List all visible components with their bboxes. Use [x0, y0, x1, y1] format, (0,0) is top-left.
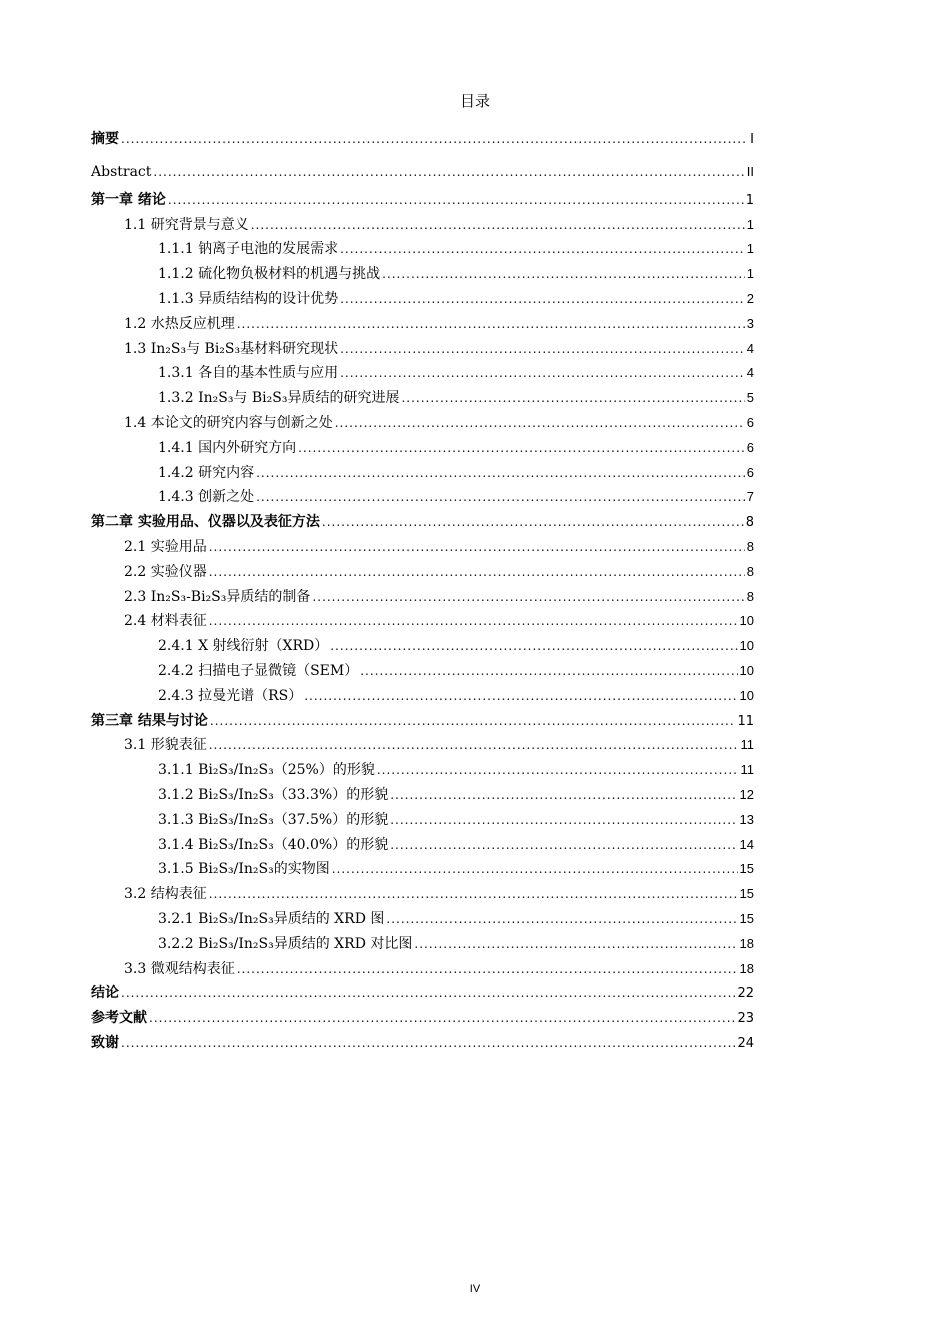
toc-entry-title: 1.1.2 硫化物负极材料的机遇与挑战: [158, 266, 381, 283]
toc-entry-title: 1.3.2 In₂S₃与 Bi₂S₃异质结的研究进展: [158, 390, 400, 407]
toc-entry[interactable]: [91, 784, 754, 809]
toc-entry-title: 1.1 研究背景与意义: [124, 216, 249, 233]
toc-entry[interactable]: [91, 511, 754, 536]
toc-leader-dots: [382, 267, 745, 281]
toc-leader-dots: [340, 292, 745, 306]
toc-leader-dots: [168, 193, 744, 207]
toc-entry-page: 15: [739, 861, 754, 877]
toc-entry-page: 14: [739, 836, 754, 852]
toc-entry[interactable]: [91, 982, 754, 1007]
toc-leader-dots: [209, 614, 738, 628]
toc-entry[interactable]: [91, 128, 754, 164]
toc-entry[interactable]: [91, 933, 754, 958]
toc-entry-title: 1.4.2 研究内容: [158, 464, 255, 481]
toc-entry-title: 第三章 结果与讨论: [91, 712, 208, 729]
toc-leader-dots: [335, 416, 745, 430]
toc-entry-page: 10: [739, 687, 754, 703]
toc-leader-dots: [209, 738, 739, 752]
toc-entry-title: 1.4.3 创新之处: [158, 489, 255, 506]
toc-entry[interactable]: [91, 710, 754, 735]
toc-entry[interactable]: [91, 338, 754, 363]
toc-entry[interactable]: [91, 387, 754, 412]
toc-entry-page: 1: [746, 241, 754, 257]
toc-entry-title: 1.1.3 异质结结构的设计优势: [158, 290, 339, 307]
toc-entry-title: 1.1.1 钠离子电池的发展需求: [158, 241, 339, 258]
toc-entry-page: 23: [737, 1011, 754, 1027]
toc-entry-page: 8: [745, 515, 754, 531]
toc-entry-page: 6: [746, 414, 754, 430]
toc-entry-page: 8: [746, 588, 754, 604]
toc-leader-dots: [153, 165, 744, 179]
toc-entry-title: 1.3 In₂S₃与 Bi₂S₃基材料研究现状: [124, 340, 339, 357]
toc-leader-dots: [210, 714, 736, 728]
toc-entry-page: 15: [739, 910, 754, 926]
toc-leader-dots: [209, 887, 738, 901]
toc-leader-dots: [237, 962, 738, 976]
toc-entry-page: 6: [746, 464, 754, 480]
toc-entry[interactable]: [91, 834, 754, 859]
toc-entry-page: 5: [746, 390, 754, 406]
toc-entry[interactable]: [91, 214, 754, 239]
toc-leader-dots: [386, 912, 737, 926]
toc-entry-title: 3.1.1 Bi₂S₃/In₂S₃（25%）的形貌: [158, 762, 375, 779]
toc-entry-title: 3.1.2 Bi₂S₃/In₂S₃（33.3%）的形貌: [158, 786, 389, 803]
toc-leader-dots: [340, 366, 745, 380]
toc-leader-dots: [121, 1036, 735, 1050]
toc-leader-dots: [256, 466, 745, 480]
toc-entry-page: 11: [740, 737, 754, 753]
toc-entry-title: 1.3.1 各自的基本性质与应用: [158, 365, 339, 382]
toc-entry-title: 3.2.2 Bi₂S₃/In₂S₃异质结的 XRD 对比图: [158, 935, 413, 952]
toc-leader-dots: [390, 788, 737, 802]
toc-entry[interactable]: [91, 189, 754, 214]
toc-entry[interactable]: [91, 586, 754, 611]
toc-entry-page: 8: [746, 538, 754, 554]
toc-entry[interactable]: [91, 412, 754, 437]
toc-leader-dots: [298, 441, 745, 455]
toc-entry-title: 第二章 实验用品、仪器以及表征方法: [91, 514, 320, 531]
toc-leader-dots: [390, 838, 737, 852]
toc-entry-page: 12: [739, 786, 754, 802]
toc-entry[interactable]: [91, 288, 754, 313]
toc-entry-page: 1: [746, 216, 754, 232]
toc-entry-title: 3.1.3 Bi₂S₃/In₂S₃（37.5%）的形貌: [158, 811, 389, 828]
toc-entry-page: 10: [739, 613, 754, 629]
toc-entry-title: 第一章 绪论: [91, 191, 166, 208]
toc-entry-page: 4: [746, 365, 754, 381]
toc-leader-dots: [330, 639, 737, 653]
toc-leader-dots: [377, 763, 739, 777]
toc-entry-title: 3.1.5 Bi₂S₃/In₂S₃的实物图: [158, 861, 330, 878]
toc-entry-page: 8: [746, 563, 754, 579]
toc-entry-page: 4: [746, 340, 754, 356]
toc-leader-dots: [360, 664, 737, 678]
toc-leader-dots: [256, 490, 745, 504]
toc-entry[interactable]: [91, 908, 754, 933]
toc-entry-page: 24: [737, 1035, 754, 1051]
toc-entry-page: 1: [745, 192, 754, 208]
toc-entry[interactable]: [91, 635, 754, 660]
toc-leader-dots: [237, 317, 745, 331]
toc-entry[interactable]: [91, 883, 754, 908]
toc-leader-dots: [340, 242, 745, 256]
toc-entry[interactable]: [91, 734, 754, 759]
toc-leader-dots: [149, 1011, 735, 1025]
toc-entry[interactable]: [91, 486, 754, 511]
toc-entry[interactable]: [91, 858, 754, 883]
toc-entry-page: 15: [739, 886, 754, 902]
toc-leader-dots: [209, 540, 745, 554]
toc-leader-dots: [121, 986, 735, 1000]
toc-entry-title: 3.1 形貌表征: [124, 737, 207, 754]
page-title: 目录: [459, 92, 490, 110]
toc-entry-title: 3.2.1 Bi₂S₃/In₂S₃异质结的 XRD 图: [158, 910, 385, 927]
toc-entry[interactable]: [91, 437, 754, 462]
toc-entry[interactable]: [91, 958, 754, 983]
toc-leader-dots: [251, 218, 745, 232]
toc-entry-title: 2.3 In₂S₃-Bi₂S₃异质结的制备: [124, 588, 311, 605]
toc-entry-page: 18: [739, 960, 754, 976]
toc-entry[interactable]: [91, 1032, 754, 1057]
toc-entry-page: 10: [739, 638, 754, 654]
toc-entry-page: 2: [746, 290, 754, 306]
toc-entry-page: 11: [737, 713, 754, 729]
toc-entry[interactable]: [91, 610, 754, 635]
toc-entry-title: 3.1.4 Bi₂S₃/In₂S₃（40.0%）的形貌: [158, 836, 389, 853]
toc-entry-page: 22: [737, 986, 754, 1002]
toc-entry-title: 摘要: [91, 131, 119, 147]
toc-entry-title: 1.4.1 国内外研究方向: [158, 439, 297, 456]
toc-entry-page: 11: [740, 762, 754, 778]
toc-entry-title: 1.4 本论文的研究内容与创新之处: [124, 414, 333, 431]
toc-entry[interactable]: [91, 536, 754, 561]
toc-entry-title: Abstract: [91, 164, 152, 180]
toc-entry-title: 1.2 水热反应机理: [124, 315, 235, 332]
toc-leader-dots: [340, 342, 745, 356]
toc-entry-page: 13: [739, 811, 754, 827]
toc-leader-dots: [322, 515, 744, 529]
toc-entry-title: 2.4.2 扫描电子显微镜（SEM）: [158, 662, 359, 679]
toc-entry[interactable]: [91, 238, 754, 263]
toc-entry[interactable]: [91, 263, 754, 288]
toc-leader-dots: [414, 937, 737, 951]
toc-entry[interactable]: [91, 660, 754, 685]
toc-entry[interactable]: [91, 1007, 754, 1032]
toc-entry-page: 6: [746, 439, 754, 455]
toc-entry[interactable]: [91, 685, 754, 710]
toc-entry-title: 2.4 材料表征: [124, 613, 207, 630]
table-of-contents: [91, 128, 754, 1057]
toc-entry-page: II: [746, 164, 754, 179]
toc-leader-dots: [332, 862, 738, 876]
toc-leader-dots: [401, 391, 744, 405]
toc-entry[interactable]: [91, 561, 754, 586]
toc-entry-page: 1: [746, 266, 754, 282]
toc-leader-dots: [304, 689, 737, 703]
toc-entry-title: 2.1 实验用品: [124, 538, 207, 555]
toc-entry-title: 3.2 结构表征: [124, 886, 207, 903]
toc-entry[interactable]: [91, 362, 754, 387]
toc-entry-title: 参考文献: [91, 1010, 147, 1027]
toc-entry[interactable]: [91, 809, 754, 834]
toc-entry-title: 2.2 实验仪器: [124, 563, 207, 580]
toc-entry-page: 7: [746, 489, 754, 505]
toc-leader-dots: [390, 813, 737, 827]
toc-entry[interactable]: [91, 313, 754, 338]
toc-leader-dots: [312, 590, 744, 604]
toc-entry-page: 3: [746, 315, 754, 331]
toc-entry[interactable]: [91, 462, 754, 487]
toc-entry-title: 2.4.1 X 射线衍射（XRD）: [158, 638, 329, 655]
toc-entry-page: 10: [739, 662, 754, 678]
toc-entry[interactable]: [91, 759, 754, 784]
page-number: IV: [469, 1283, 481, 1295]
toc-entry-title: 2.4.3 拉曼光谱（RS）: [158, 687, 303, 704]
toc-entry-title: 致谢: [91, 1034, 119, 1051]
toc-entry-page: I: [750, 132, 754, 147]
toc-leader-dots: [209, 565, 745, 579]
toc-entry-title: 3.3 微观结构表征: [124, 960, 235, 977]
toc-entry-page: 18: [739, 935, 754, 951]
toc-entry-title: 结论: [91, 985, 119, 1002]
toc-entry[interactable]: [91, 164, 754, 189]
toc-leader-dots: [121, 132, 748, 146]
